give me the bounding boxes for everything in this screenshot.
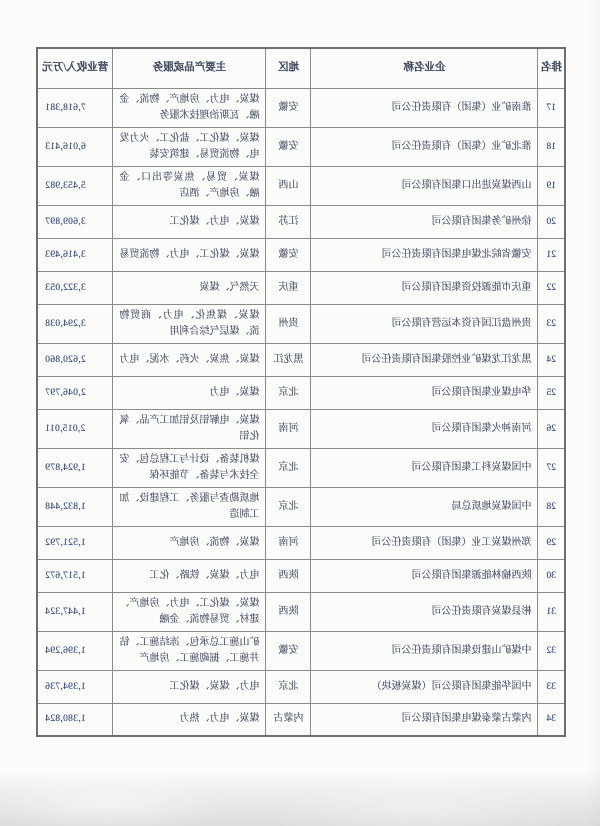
- rank-cell: 24: [538, 343, 565, 376]
- company-cell: 黑龙江龙煤矿业控股集团有限责任公司: [311, 343, 538, 376]
- products-cell: 天然气、煤炭: [113, 271, 266, 304]
- revenue-cell: 1,924,879: [37, 448, 113, 487]
- revenue-cell: 1,396,294: [37, 631, 113, 670]
- company-cell: 陕西榆林能源集团有限公司: [311, 559, 538, 592]
- rank-cell: 20: [538, 205, 565, 238]
- header-revenue: 营业收入/万元: [37, 48, 113, 88]
- revenue-cell: 3,322,053: [37, 271, 113, 304]
- table-row: [37, 631, 565, 670]
- rank-cell: 34: [538, 703, 565, 736]
- revenue-cell: 3,416,493: [37, 238, 113, 271]
- company-cell: 重庆市能源投资集团有限公司: [311, 271, 538, 304]
- table-row: [37, 670, 565, 703]
- company-cell: 淮南矿业（集团）有限责任公司: [311, 88, 538, 127]
- rank-cell: 29: [538, 526, 565, 559]
- region-cell: 北京: [266, 670, 311, 703]
- revenue-cell: 1,517,672: [37, 559, 113, 592]
- company-cell: 中煤矿山建设集团有限责任公司: [311, 631, 538, 670]
- rank-cell: 17: [538, 88, 565, 127]
- company-cell: 郑州煤炭工业（集团）有限责任公司: [311, 526, 538, 559]
- company-cell: 安徽省皖北煤电集团有限责任公司: [311, 238, 538, 271]
- table-header-row: [37, 48, 565, 88]
- table-row: [37, 409, 565, 448]
- products-cell: 煤炭、贸易、焦炭等出口、金融、房地产、酒店: [113, 166, 266, 205]
- company-cell: 山西煤炭进出口集团有限公司: [311, 166, 538, 205]
- products-cell: 煤炭、煤化工、盐化工、火力发电、物流贸易、建筑安装: [113, 127, 266, 166]
- region-cell: 贵州: [266, 304, 311, 343]
- table-row: [37, 526, 565, 559]
- region-cell: 重庆: [266, 271, 311, 304]
- revenue-cell: 2,015,011: [37, 409, 113, 448]
- table-row: [37, 166, 565, 205]
- rank-cell: 19: [538, 166, 565, 205]
- region-cell: 黑龙江: [266, 343, 311, 376]
- table-row: [37, 487, 565, 526]
- revenue-cell: 1,394,736: [37, 670, 113, 703]
- revenue-cell: 5,453,982: [37, 166, 113, 205]
- company-cell: 中国煤炭地质总局: [311, 487, 538, 526]
- region-cell: 内蒙古: [266, 703, 311, 736]
- region-cell: 河南: [266, 409, 311, 448]
- rank-cell: 31: [538, 592, 565, 631]
- products-cell: 地质勘查与服务、工程建设、加工制造: [113, 487, 266, 526]
- region-cell: 河南: [266, 526, 311, 559]
- table-row: [37, 343, 565, 376]
- rank-cell: 23: [538, 304, 565, 343]
- revenue-cell: 2,620,860: [37, 343, 113, 376]
- revenue-cell: 1,832,448: [37, 487, 113, 526]
- products-cell: 煤炭、电力、房地产、物流、金融、瓦斯治理技术服务: [113, 88, 266, 127]
- table-row: [37, 238, 565, 271]
- rank-cell: 28: [538, 487, 565, 526]
- region-cell: 山西: [266, 166, 311, 205]
- revenue-cell: 2,046,797: [37, 376, 113, 409]
- rank-cell: 22: [538, 271, 565, 304]
- rank-cell: 33: [538, 670, 565, 703]
- products-cell: 煤炭、电力: [113, 376, 266, 409]
- region-cell: 陕西: [266, 592, 311, 631]
- revenue-cell: 7,618,381: [37, 88, 113, 127]
- products-cell: 煤炭、物流、房地产: [113, 526, 266, 559]
- region-cell: 北京: [266, 487, 311, 526]
- table-row: [37, 271, 565, 304]
- table-row: [37, 592, 565, 631]
- rank-cell: 18: [538, 127, 565, 166]
- company-cell: 内蒙古蒙泰煤电集团有限公司: [311, 703, 538, 736]
- table-row: [37, 88, 565, 127]
- revenue-cell: 1,521,792: [37, 526, 113, 559]
- region-cell: 北京: [266, 376, 311, 409]
- rank-cell: 30: [538, 559, 565, 592]
- company-cell: 彬县煤炭有限责任公司: [311, 592, 538, 631]
- revenue-cell: 3,294,038: [37, 304, 113, 343]
- products-cell: 煤炭、煤化工、电力、物流贸易: [113, 238, 266, 271]
- products-cell: 矿山施工总承包、冻结施工、钻井施工、掘砌施工、房地产: [113, 631, 266, 670]
- company-cell: 贵州盘江国有资本运营有限公司: [311, 304, 538, 343]
- revenue-cell: 1,447,324: [37, 592, 113, 631]
- revenue-cell: 3,609,897: [37, 205, 113, 238]
- table-row: [37, 205, 565, 238]
- table-row: [37, 127, 565, 166]
- header-rank: 排名: [538, 48, 565, 88]
- table-row: [37, 448, 565, 487]
- region-cell: 安徽: [266, 238, 311, 271]
- products-cell: 煤炭、电力、热力: [113, 703, 266, 736]
- table-header: [37, 48, 565, 88]
- rank-cell: 27: [538, 448, 565, 487]
- products-cell: 电力、煤炭、铁路、化工: [113, 559, 266, 592]
- rank-cell: 32: [538, 631, 565, 670]
- header-region: 地区: [266, 48, 311, 88]
- company-cell: 中国煤炭科工集团有限公司: [311, 448, 538, 487]
- region-cell: 安徽: [266, 127, 311, 166]
- table-row: [37, 304, 565, 343]
- products-cell: 煤炭、煤焦化、电力、商贸物流、煤层气综合利用: [113, 304, 266, 343]
- region-cell: 安徽: [266, 631, 311, 670]
- company-cell: 中国华能集团有限公司（煤炭板块）: [311, 670, 538, 703]
- header-company: 企业名称: [311, 48, 538, 88]
- region-cell: 江苏: [266, 205, 311, 238]
- region-cell: 安徽: [266, 88, 311, 127]
- table-row: [37, 376, 565, 409]
- header-products: 主要产品或服务: [113, 48, 266, 88]
- table-body: [37, 88, 565, 736]
- revenue-cell: 6,016,413: [37, 127, 113, 166]
- rank-cell: 25: [538, 376, 565, 409]
- company-cell: 河南神火集团有限公司: [311, 409, 538, 448]
- products-cell: 煤炭、电力、煤化工: [113, 205, 266, 238]
- products-cell: 煤炭、电解铝及铝加工产品、氧化铝: [113, 409, 266, 448]
- revenue-cell: 1,380,824: [37, 703, 113, 736]
- products-cell: 煤炭、煤化工、电力、房地产、建材、贸易物流、金融: [113, 592, 266, 631]
- products-cell: 煤炭、焦炭、火药、水泥、电力: [113, 343, 266, 376]
- table-row: [37, 559, 565, 592]
- products-cell: 电力、煤炭、煤化工: [113, 670, 266, 703]
- company-cell: 徐州矿务集团有限公司: [311, 205, 538, 238]
- enterprise-ranking-table: [36, 47, 566, 737]
- company-cell: 淮北矿业（集团）有限责任公司: [311, 127, 538, 166]
- rank-cell: 21: [538, 238, 565, 271]
- table-row: [37, 703, 565, 736]
- rank-cell: 26: [538, 409, 565, 448]
- products-cell: 煤机装备、设计与工程总包、安全技术与装备、节能环保: [113, 448, 266, 487]
- region-cell: 北京: [266, 448, 311, 487]
- company-cell: 华电煤业集团有限公司: [311, 376, 538, 409]
- region-cell: 陕西: [266, 559, 311, 592]
